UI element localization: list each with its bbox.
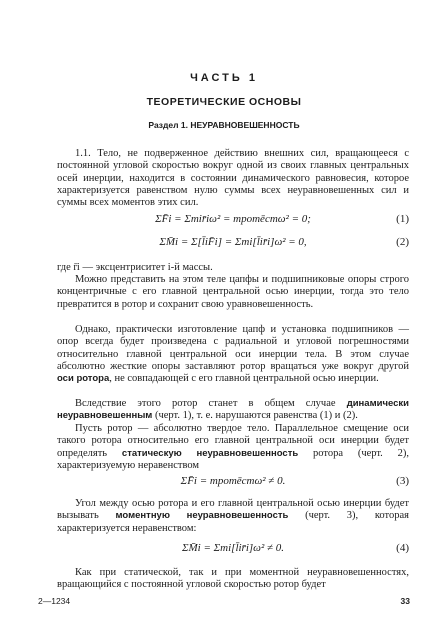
paragraph-moment <box>57 498 409 535</box>
text-run: (черт. 3), которая характеризуется неравенством: <box>57 510 409 534</box>
page-number: 33 <box>400 596 410 606</box>
formula-number: (2) <box>396 236 409 248</box>
text-run: ротора (черт. 2), характеризуемую неравенством <box>57 447 409 471</box>
text-run: Пусть ротор — абсолютно твердое тело. Параллельное смещение оси такого ротора относительно его главной центральной оси инерции будет определять <box>57 423 409 459</box>
paragraph-both: Как при статической, так и при моментной неуравновешенностях, вращающийся с постоянной угловой скоростью ротор будет <box>57 567 409 591</box>
formula-number: (1) <box>396 213 409 225</box>
part-heading: ЧАСТЬ 1 <box>190 72 258 84</box>
paragraph-static <box>57 423 409 472</box>
term-static-imbalance: статическую неуравновешенность <box>121 447 299 459</box>
formula-expression: ΣF̄i = mротēстω² ≠ 0. <box>180 475 286 487</box>
paragraph-dynamic <box>57 398 409 423</box>
paragraph-1-1: 1.1. Тело, не подверженное действию внешних сил, вращающееся с постоянной угловой скоростью вокруг одной из своих главных центральных осей инерции, находится в состоянии динамического равновесия, которое характеризуется равенством нулю суммы всех неуравновешенных сил и суммы всех моментов этих сил. <box>57 148 409 209</box>
formula-number: (4) <box>396 542 409 554</box>
text-run: Однако, практически изготовление цапф и установка подшипников — опор всегда будет произведена с радиальной и угловой погрешностями относительно главной центральной оси инерции тела. В этом случае абсолютно жесткие опоры заставляют ротор вращаться уже вокруг другой <box>57 324 409 372</box>
formula-expression: ΣM̄i = Σmi[l̄ir̄i]ω² ≠ 0. <box>181 542 285 554</box>
paragraph-where: где r̄i — эксцентриситет i-й массы. <box>57 262 213 273</box>
chapter-title: ТЕОРЕТИЧЕСКИЕ ОСНОВЫ <box>146 96 302 108</box>
printer-signature: 2—1234 <box>38 596 71 606</box>
text-run: Угол между осью ротора и его главной центральной осью инерции будет вызывать <box>57 498 409 522</box>
term-dynamic-imbalance: динамически неуравновешенным <box>57 398 409 422</box>
formula-expression: ΣM̄i = Σ[l̄iF̄i] = Σmi[l̄ir̄i]ω² = 0, <box>159 236 307 248</box>
term-rotor-axis: оси ротора <box>57 373 110 385</box>
formula-expression: ΣF̄i = Σmir̄iω² = mротēстω² = 0; <box>155 213 311 225</box>
paragraph-rotor: Можно представить на этом теле цапфы и подшипниковые опоры строго концентричные с его главной центральной осью инерции, тогда это тело превратится в ротор и сохранит свою уравновешенность. <box>57 274 409 310</box>
term-moment-imbalance: моментную неуравновешенность <box>115 510 289 522</box>
paragraph-practice <box>57 324 409 385</box>
text-run: (черт. 1), т. е. нарушаются равенства (1) и (2). <box>152 410 358 422</box>
formula-number: (3) <box>396 475 409 487</box>
section-heading: Раздел 1. НЕУРАВНОВЕШЕННОСТЬ <box>148 120 300 130</box>
text-run: , не совпадающей с его главной центральной осью инерции. <box>109 373 379 385</box>
text-run: Вследствие этого ротор станет в общем случае <box>75 398 347 409</box>
